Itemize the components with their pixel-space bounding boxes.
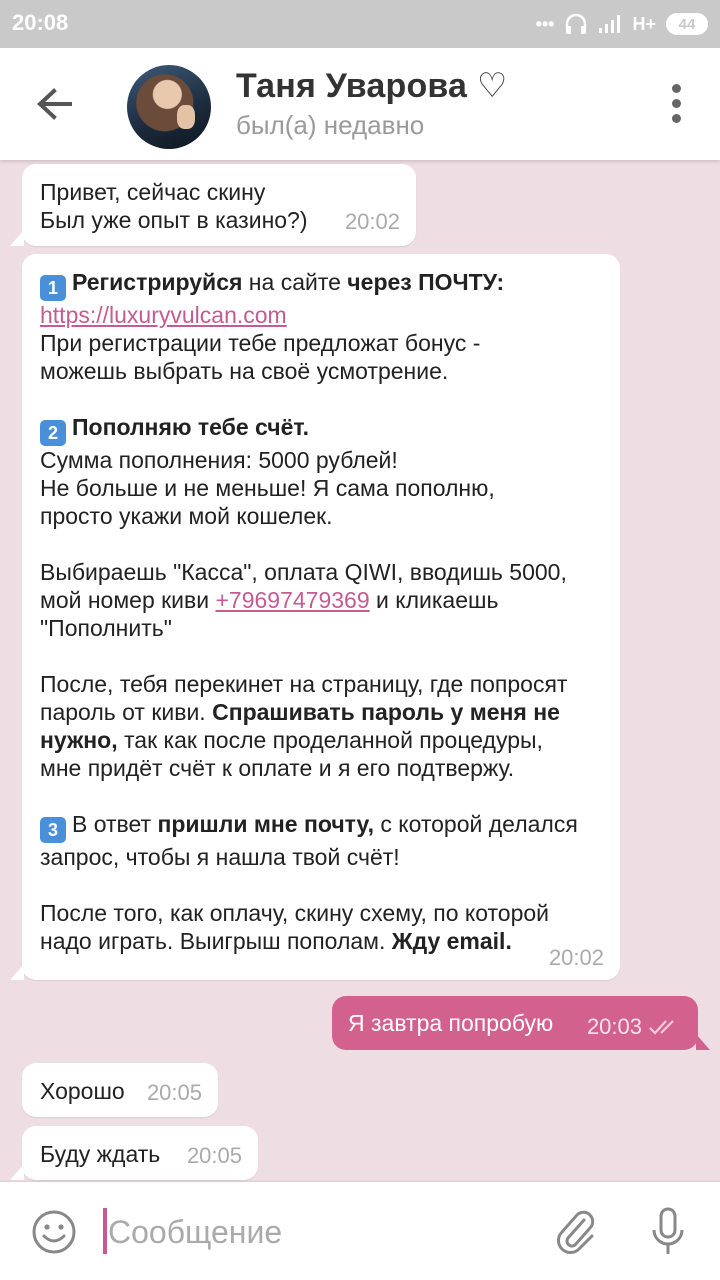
- signal-icon: [598, 14, 622, 34]
- message-time: 20:05: [146, 1080, 202, 1105]
- headphones-icon: [564, 13, 588, 35]
- network-type: H+: [632, 13, 656, 34]
- message-text: Был уже опыт в казино?): [40, 207, 308, 233]
- message-input-bar: [0, 1182, 720, 1280]
- chat-header: [0, 48, 720, 160]
- message-time: 20:02: [344, 209, 400, 234]
- message-bold-text: через ПОЧТУ:: [347, 269, 505, 295]
- message-input[interactable]: [108, 1210, 508, 1254]
- more-options-icon[interactable]: [670, 84, 682, 124]
- status-icons: [536, 10, 708, 38]
- message-text: "Пополнить": [40, 615, 172, 641]
- message-bold-text: Спрашивать пароль у меня не: [212, 699, 560, 725]
- battery-icon: 44: [666, 13, 708, 35]
- message-bold-text: нужно,: [40, 727, 118, 753]
- emoji-icon[interactable]: [30, 1208, 78, 1256]
- message-time: 20:03: [586, 1014, 642, 1039]
- incoming-message[interactable]: [22, 1063, 218, 1117]
- keycap-one-icon: 1: [40, 275, 66, 301]
- message-text: мой номер киви: [40, 587, 216, 613]
- contact-avatar[interactable]: [127, 65, 211, 149]
- message-link[interactable]: https://luxuryvulcan.com: [40, 302, 287, 328]
- message-text: и кликаешь: [369, 587, 499, 613]
- message-text: Хорошо: [40, 1078, 125, 1104]
- message-text: на сайте: [242, 269, 348, 295]
- message-text: так как после проделанной процедуры,: [117, 727, 543, 753]
- back-arrow-icon[interactable]: [30, 82, 80, 126]
- attach-icon[interactable]: [554, 1208, 598, 1256]
- message-bold-text: Пополняю тебе счёт.: [72, 414, 310, 440]
- message-text: с которой делался: [373, 811, 578, 837]
- message-text: Не больше и не меньше! Я сама пополню,: [40, 475, 495, 501]
- message-text: мне придёт счёт к оплате и я его подтвержу.: [40, 755, 515, 781]
- message-text: пароль от киви.: [40, 699, 213, 725]
- message-time: 20:05: [186, 1143, 242, 1168]
- message-text: Я завтра попробую: [348, 1010, 554, 1036]
- message-text: надо играть. Выигрыш пополам.: [40, 928, 392, 954]
- message-text: После того, как оплачу, скину схему, по которой: [40, 900, 549, 926]
- contact-name[interactable]: Таня Уварова ♡: [236, 67, 508, 105]
- message-bold-text: Жду email.: [391, 928, 512, 954]
- message-text: В ответ: [72, 811, 158, 837]
- message-text: просто укажи мой кошелек.: [40, 503, 333, 529]
- keycap-three-icon: 3: [40, 817, 66, 843]
- message-text: Выбираешь "Касса", оплата QIWI, вводишь 5000,: [40, 559, 567, 585]
- message-text: Буду ждать: [40, 1141, 161, 1167]
- message-bold-text: Регистрируйся: [72, 269, 243, 295]
- status-time: 20:08: [12, 10, 69, 35]
- message-bold-text: пришли мне почту,: [157, 811, 374, 837]
- phone-link[interactable]: +79697479369: [215, 587, 370, 613]
- message-text: запрос, чтобы я нашла твой счёт!: [40, 844, 400, 870]
- status-bar: [0, 0, 720, 48]
- microphone-icon[interactable]: [648, 1206, 688, 1258]
- incoming-message[interactable]: [22, 254, 620, 980]
- incoming-message[interactable]: [22, 164, 416, 246]
- keycap-two-icon: 2: [40, 420, 66, 446]
- outgoing-message[interactable]: [332, 996, 698, 1050]
- message-text: Привет, сейчас скину: [40, 179, 266, 205]
- more-notifications-icon: •••: [535, 13, 555, 34]
- read-checkmarks-icon: [648, 1018, 682, 1036]
- message-time: 20:02: [548, 945, 604, 970]
- contact-status: был(а) недавно: [236, 110, 425, 140]
- message-text: Сумма пополнения: 5000 рублей!: [40, 447, 398, 473]
- message-text: При регистрации тебе предложат бонус -: [40, 330, 481, 356]
- message-text: можешь выбрать на своё усмотрение.: [40, 358, 449, 384]
- message-text: После, тебя перекинет на страницу, где попросят: [40, 671, 568, 697]
- text-cursor: [103, 1208, 107, 1254]
- incoming-message[interactable]: [22, 1126, 258, 1180]
